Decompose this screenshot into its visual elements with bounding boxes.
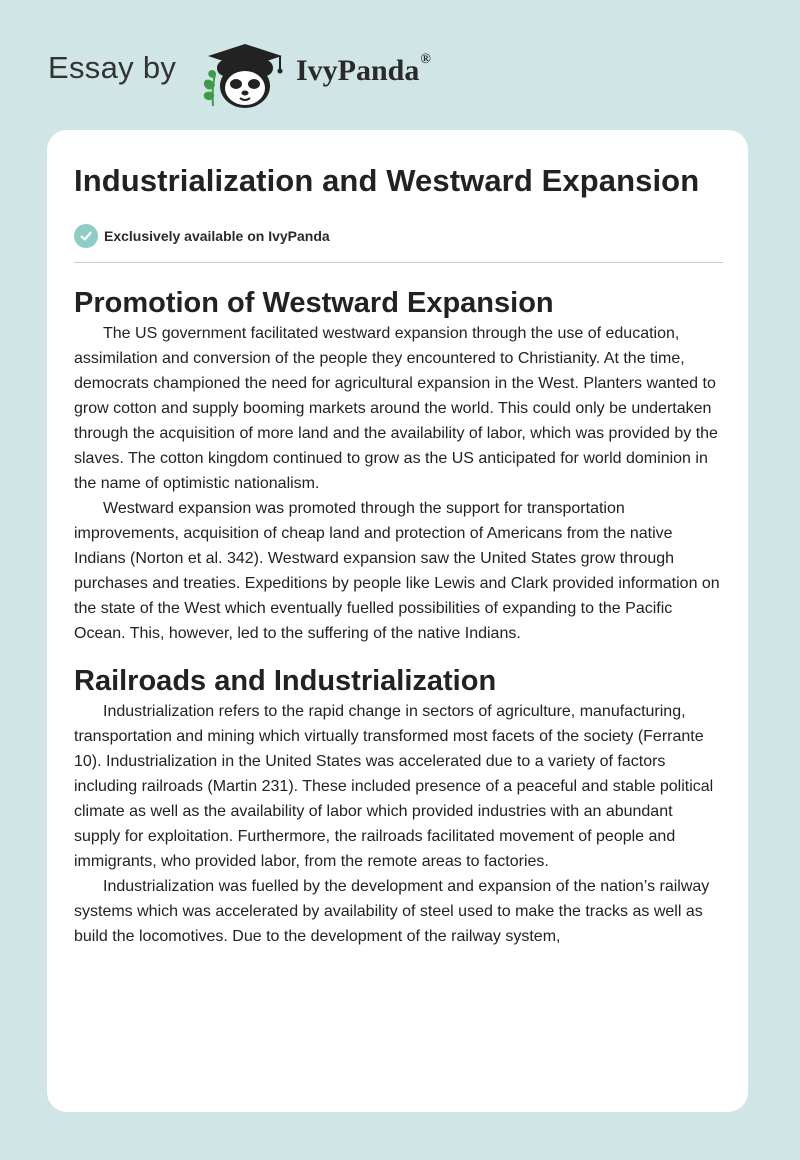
site-header — [0, 0, 800, 120]
essay-by-label: Essay by — [48, 50, 177, 85]
check-icon — [74, 224, 98, 248]
registered-mark: ® — [420, 52, 431, 67]
page-title: Industrialization and Westward Expansion — [74, 163, 700, 198]
paragraph: Industrialization was fuelled by the development and expansion of the nation’s railway systems which was accelerated by availability of steel used to make the tracks as well as build the locomotives. Due to the development of the railway system, — [74, 878, 710, 945]
paragraph: Westward expansion was promoted through the support for transportation improvements, acquisition of cheap land and protection of Americans from the native Indians (Norton et al. 342). Westward expansion saw the United States grow through purchases and treaties. Expeditions by people like Lewis and Clark provided information on the state of the West which eventually fuelled possibilities of expanding to the Pacific Ocean. This, however, led to the suffering of the native Indians. — [74, 500, 720, 642]
section-heading-westward: Promotion of Westward Expansion — [74, 287, 554, 319]
paragraph: The US government facilitated westward expansion through the use of education, assimilation and conversion of the people they encountered to Christianity. At the time, democrats championed the need for agricultural expansion in the West. Planters wanted to grow cotton and supply booming markets around the world. This could only be undertaken through the acquisition of more land and the availability of labor, which was provided by the slaves. The cotton kingdom continued to grow as the US anticipated for world dominion in the name of optimistic nationalism. — [74, 325, 718, 492]
exclusive-badge — [74, 222, 723, 250]
paragraph: Industrialization refers to the rapid change in sectors of agriculture, manufacturing, transportation and mining which virtually transformed most facets of the society (Ferrante 10). Industrialization in the United States was accelerated due to a variety of factors including railroads (Martin 231). These included presence of a peaceful and stable political climate as well as the availability of labor which provided industries with an abundant supply for exploitation. Furthermore, the railroads facilitated movement of people and immigrants, who provided labor, from the remote areas to factories. — [74, 703, 714, 870]
brand-name-text: IvyPanda — [296, 54, 420, 87]
exclusive-badge-text: Exclusively available on IvyPanda — [104, 228, 330, 244]
brand-name — [296, 54, 431, 88]
essay-content — [74, 160, 723, 949]
title-divider — [74, 262, 723, 263]
essay-card — [47, 130, 748, 1112]
ivypanda-logo-icon[interactable] — [198, 34, 294, 110]
section-heading-railroads: Railroads and Industrialization — [74, 665, 497, 697]
